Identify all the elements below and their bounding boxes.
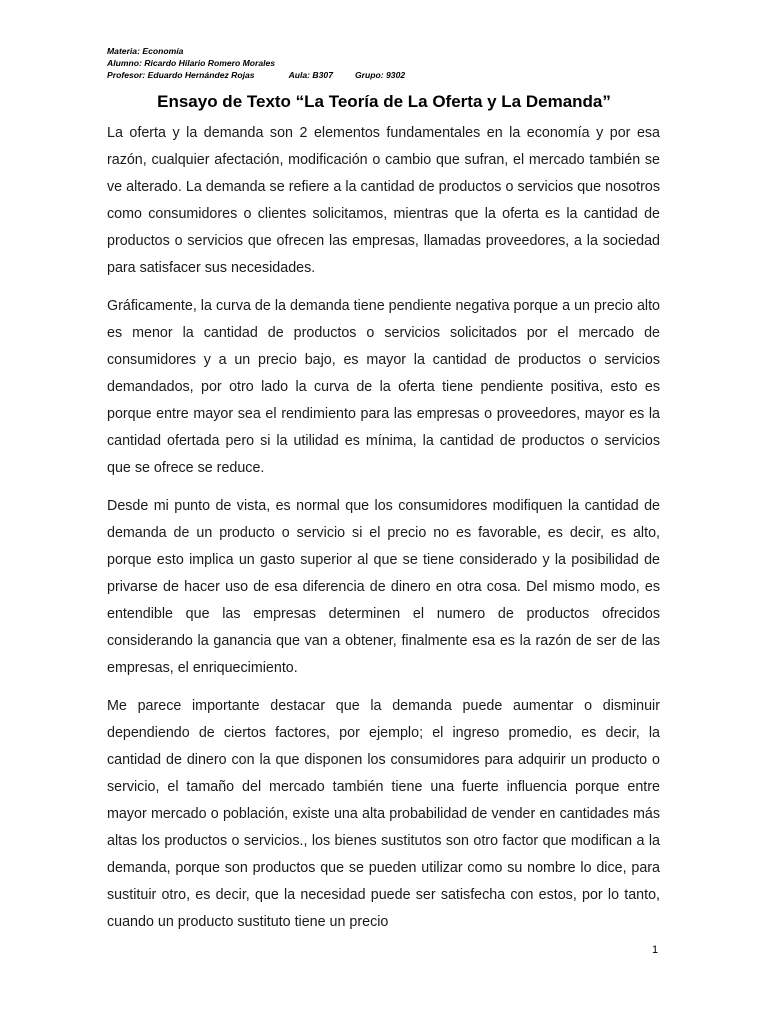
header-subject: Materia: Economía bbox=[107, 46, 184, 56]
header-classroom: Aula: B307 bbox=[288, 70, 333, 80]
header-professor-row bbox=[107, 69, 405, 81]
paragraph: La oferta y la demanda son 2 elementos fundamentales en la economía y por esa razón, cualquier afectación, modificación o cambio que sufran, el mercado también se ve alterado. La demanda se refiere a la cantidad de productos o servicios que nosotros como consumidores o clientes solicitamos, mientras que la oferta es la cantidad de productos o servicios que ofrecen las empresas, llamadas proveedores, a la sociedad para satisfacer sus necesidades. bbox=[107, 125, 660, 276]
header-student: Alumno: Ricardo Hilario Romero Morales bbox=[107, 58, 276, 68]
essay-title: Ensayo de Texto “La Teoría de La Oferta y La Demanda” bbox=[157, 92, 611, 111]
header-group: Grupo: 9302 bbox=[354, 70, 406, 80]
paragraph: Gráficamente, la curva de la demanda tiene pendiente negativa porque a un precio alto es menor la cantidad de productos o servicios solicitados por el mercado de consumidores y a un precio bajo, es mayor la cantidad de productos o servicios demandados, por otro lado la curva de la oferta tiene pendiente positiva, esto es porque entre mayor sea el rendimiento para las empresas o proveedores, mayor es la cantidad ofertada pero si la utilidad es mínima, la cantidad de productos o servicios que se ofrece se reduce. bbox=[107, 298, 660, 476]
page-number: 1 bbox=[652, 944, 659, 956]
header-professor: Profesor: Eduardo Hernández Rojas bbox=[107, 70, 255, 80]
paragraph: Me parece importante destacar que la demanda puede aumentar o disminuir dependiendo de ciertos factores, por ejemplo; el ingreso promedio, es decir, la cantidad de dinero con la que disponen los consumidores para adquirir un producto o servicio, el tamaño del mercado también tiene una fuerte influencia porque entre mayor mercado o población, existe una alta probabilidad de vender en cantidades más altas los productos o servicios., los bienes sustitutos son otro factor que modifican a la demanda, porque son productos que se pueden utilizar como su nombre lo dice, para sustituir otro, es decir, que la necesidad puede ser satisfecha con estos, por lo tanto, cuando un producto sustituto tiene un precio bbox=[107, 698, 660, 930]
document-header bbox=[107, 45, 405, 81]
essay-body bbox=[107, 120, 660, 947]
paragraph: Desde mi punto de vista, es normal que los consumidores modifiquen la cantidad de demanda de un producto o servicio si el precio no es favorable, es decir, es alto, porque esto implica un gasto superior al que se tiene considerado y la posibilidad de privarse de hacer uso de esa diferencia de dinero en otra cosa. Del mismo modo, es entendible que las empresas determinen el numero de productos ofrecidos considerando la ganancia que van a obtener, finalmente esa es la razón de ser de las empresas, el enriquecimiento. bbox=[107, 498, 660, 676]
